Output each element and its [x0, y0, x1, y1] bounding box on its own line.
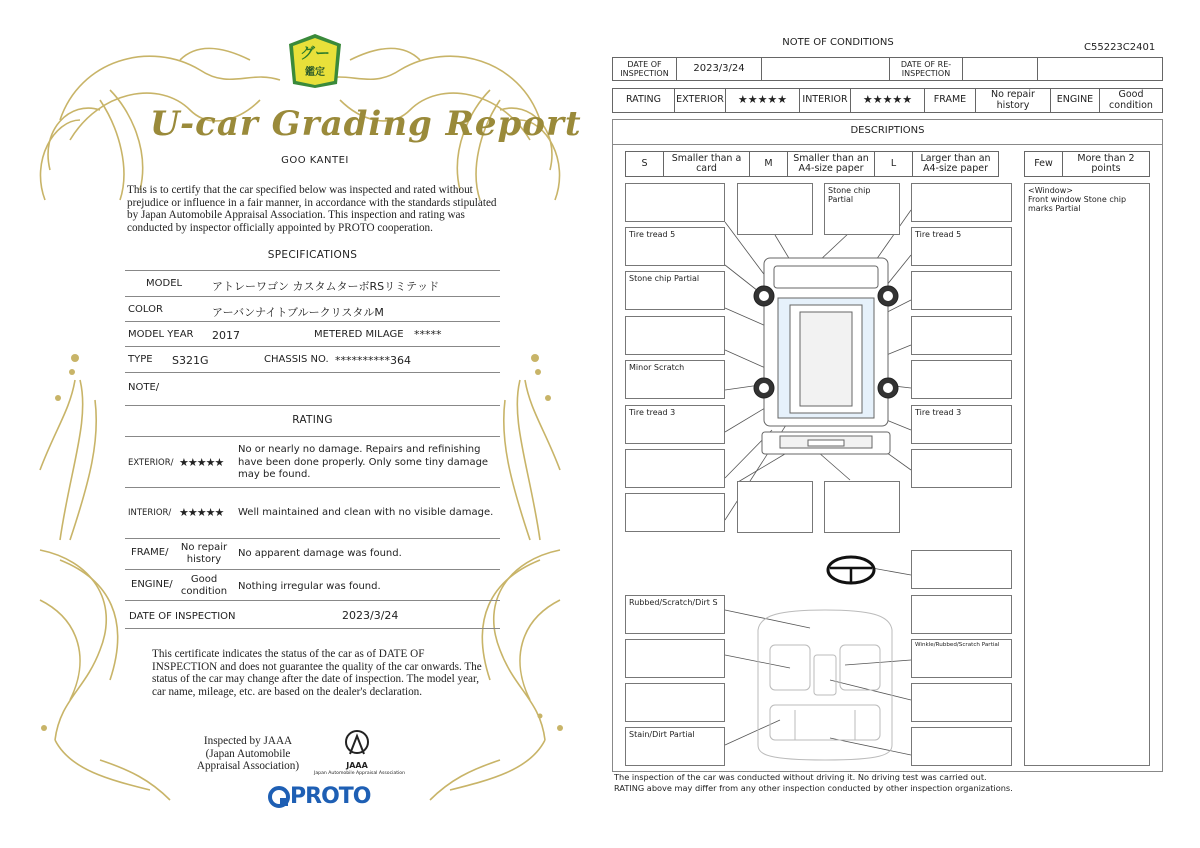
rating-heading: RATING	[292, 414, 333, 426]
color-label: COLOR	[128, 304, 163, 315]
date-of-inspection-value: 2023/3/24	[342, 609, 399, 622]
interior-label: INTERIOR/	[128, 508, 172, 518]
window-notes: <Window> Front window Stone chip marks Partial	[1024, 183, 1150, 766]
damage-box	[911, 183, 1012, 222]
interior-box	[625, 639, 725, 678]
model-year-value: 2017	[212, 329, 240, 342]
certificate-disclaimer: This certificate indicates the status of the car as of DATE OF INSPECTION and does not guarantee the quality of the car onwards. The status of the car may change after the date of inspection. The model year, car name, mileage, etc. are based on the dealer's declaration.	[152, 648, 482, 698]
divider	[125, 270, 500, 271]
damage-box	[911, 449, 1012, 488]
divider	[125, 296, 500, 297]
certificate-subtitle: GOO KANTEI	[281, 155, 349, 166]
interior-box-left-4: Stain/Dirt Partial	[625, 727, 725, 766]
interior-stars: ★★★★★	[179, 506, 224, 519]
badge-bottom-text: 鑑定	[305, 67, 325, 78]
damage-box	[737, 183, 813, 235]
damage-box	[737, 481, 813, 533]
divider	[125, 538, 500, 539]
color-value: アーバンナイトブルークリスタルM	[212, 306, 384, 319]
damage-box-left-side-front: Stone chip Partial	[625, 271, 725, 310]
interior-box	[911, 683, 1012, 722]
damage-box-left-tire-front: Tire tread 5	[625, 227, 725, 266]
type-value: S321G	[172, 354, 209, 367]
divider	[125, 405, 500, 406]
divider	[125, 436, 500, 437]
jaaa-emblem-icon	[342, 728, 372, 762]
interior-box	[911, 595, 1012, 634]
sheet-code: C55223C2401	[1084, 42, 1156, 53]
model-year-label: MODEL YEAR	[128, 329, 194, 340]
legend-m-desc: Smaller than an A4-size paper	[787, 151, 875, 177]
footer-note-2: RATING above may differ from any other inspection conducted by other inspection organizations.	[614, 783, 1013, 793]
date-of-reinspection-header: DATE OF RE-INSPECTION	[889, 57, 963, 81]
damage-box-right-tire-rear: Tire tread 3	[911, 405, 1012, 444]
divider	[125, 346, 500, 347]
divider	[125, 569, 500, 570]
damage-box-right-tire-front: Tire tread 5	[911, 227, 1012, 266]
exterior-description: No or nearly no damage. Repairs and refinishing have been done properly. Only some tiny damage may be found.	[238, 444, 489, 480]
divider	[125, 487, 500, 488]
note-of-conditions-sheet	[600, 0, 1200, 848]
engine-label: ENGINE/	[131, 579, 173, 590]
proto-mark-icon	[268, 786, 290, 808]
chassis-value: **********364	[335, 354, 411, 367]
damage-box	[824, 481, 900, 533]
date-of-inspection-label: DATE OF INSPECTION	[129, 611, 236, 622]
damage-box	[625, 493, 725, 532]
badge-top-text: グー	[299, 44, 330, 62]
footer-note-1: The inspection of the car was conducted without driving it. No driving test was carried out.	[614, 772, 987, 782]
rating-header: RATING	[612, 88, 675, 113]
engine-value-cell: Good condition	[1099, 88, 1163, 113]
damage-box	[625, 183, 725, 222]
divider	[125, 321, 500, 322]
interior-box-right-2: Winkle/Rubbed/Scratch Partial	[911, 639, 1012, 678]
legend-m: M	[749, 151, 788, 177]
certification-statement: This is to certify that the car specified below was inspected and rated without prejudice or influence in a fair manner, in accordance with the standards stipulated by Japan Automobile Appraisal Association. This inspection and rating was conducted by inspector officially appointed by PROTO cooperation.	[127, 184, 497, 234]
metered-milage-value: *****	[414, 328, 442, 341]
damage-box-left-tire-rear: Tire tread 3	[625, 405, 725, 444]
inspected-by: Inspected by JAAA (Japan Automobile Appraisal Association)	[196, 735, 300, 773]
engine-description: Nothing irregular was found.	[238, 581, 381, 592]
legend-few: Few	[1024, 151, 1063, 177]
engine-header: ENGINE	[1050, 88, 1100, 113]
exterior-stars: ★★★★★	[179, 456, 224, 469]
chassis-label: CHASSIS NO.	[264, 354, 329, 365]
exterior-header: EXTERIOR	[674, 88, 726, 113]
legend-more: More than 2 points	[1062, 151, 1150, 177]
damage-box	[911, 271, 1012, 310]
frame-description: No apparent damage was found.	[238, 548, 402, 559]
damage-box-top-center-right: Stone chip Partial	[824, 183, 900, 235]
legend-l-desc: Larger than an A4-size paper	[912, 151, 999, 177]
divider	[125, 600, 500, 601]
certificate-title: U-car Grading Report	[150, 104, 582, 144]
jaaa-caption: Japan Automobile Appraisal Association	[314, 771, 406, 776]
divider	[125, 628, 500, 629]
damage-box-left-side-rear: Minor Scratch	[625, 360, 725, 399]
damage-box	[625, 449, 725, 488]
exterior-stars-cell: ★★★★★	[725, 88, 800, 113]
legend-l: L	[874, 151, 913, 177]
interior-description: Well maintained and clean with no visible damage.	[238, 507, 494, 518]
exterior-label: EXTERIOR/	[128, 458, 174, 468]
metered-milage-label: METERED MILAGE	[314, 329, 404, 340]
date-of-inspection-cell: 2023/3/24	[676, 57, 762, 81]
type-label: TYPE	[128, 354, 153, 365]
divider	[125, 372, 500, 373]
interior-header: INTERIOR	[799, 88, 851, 113]
damage-box	[911, 360, 1012, 399]
damage-box	[911, 316, 1012, 355]
specifications-heading: SPECIFICATIONS	[267, 249, 358, 261]
model-label: MODEL	[146, 278, 183, 289]
frame-value: No repair history	[180, 542, 228, 565]
descriptions-heading: DESCRIPTIONS	[850, 125, 925, 136]
proto-logo-text: PROTO	[290, 784, 371, 809]
frame-header: FRAME	[924, 88, 976, 113]
legend-s-desc: Smaller than a card	[663, 151, 750, 177]
date-of-inspection-header: DATE OF INSPECTION	[612, 57, 677, 81]
frame-value-cell: No repair history	[975, 88, 1051, 113]
legend-s: S	[625, 151, 664, 177]
engine-value: Good condition	[180, 574, 228, 597]
frame-label: FRAME/	[131, 547, 169, 558]
steering-wheel-icon	[828, 557, 874, 583]
note-label: NOTE/	[128, 382, 160, 393]
interior-box-left-1: Rubbed/Scratch/Dirt S	[625, 595, 725, 634]
sheet-title: NOTE OF CONDITIONS	[782, 37, 894, 48]
interior-box	[911, 550, 1012, 589]
model-value: アトレーワゴン カスタムターボRSリミテッド	[212, 280, 440, 293]
interior-box	[625, 683, 725, 722]
damage-box	[625, 316, 725, 355]
interior-stars-cell: ★★★★★	[850, 88, 925, 113]
interior-box	[911, 727, 1012, 766]
goo-kantei-badge	[287, 32, 343, 90]
jaaa-logo-text: JAAA	[346, 761, 368, 770]
